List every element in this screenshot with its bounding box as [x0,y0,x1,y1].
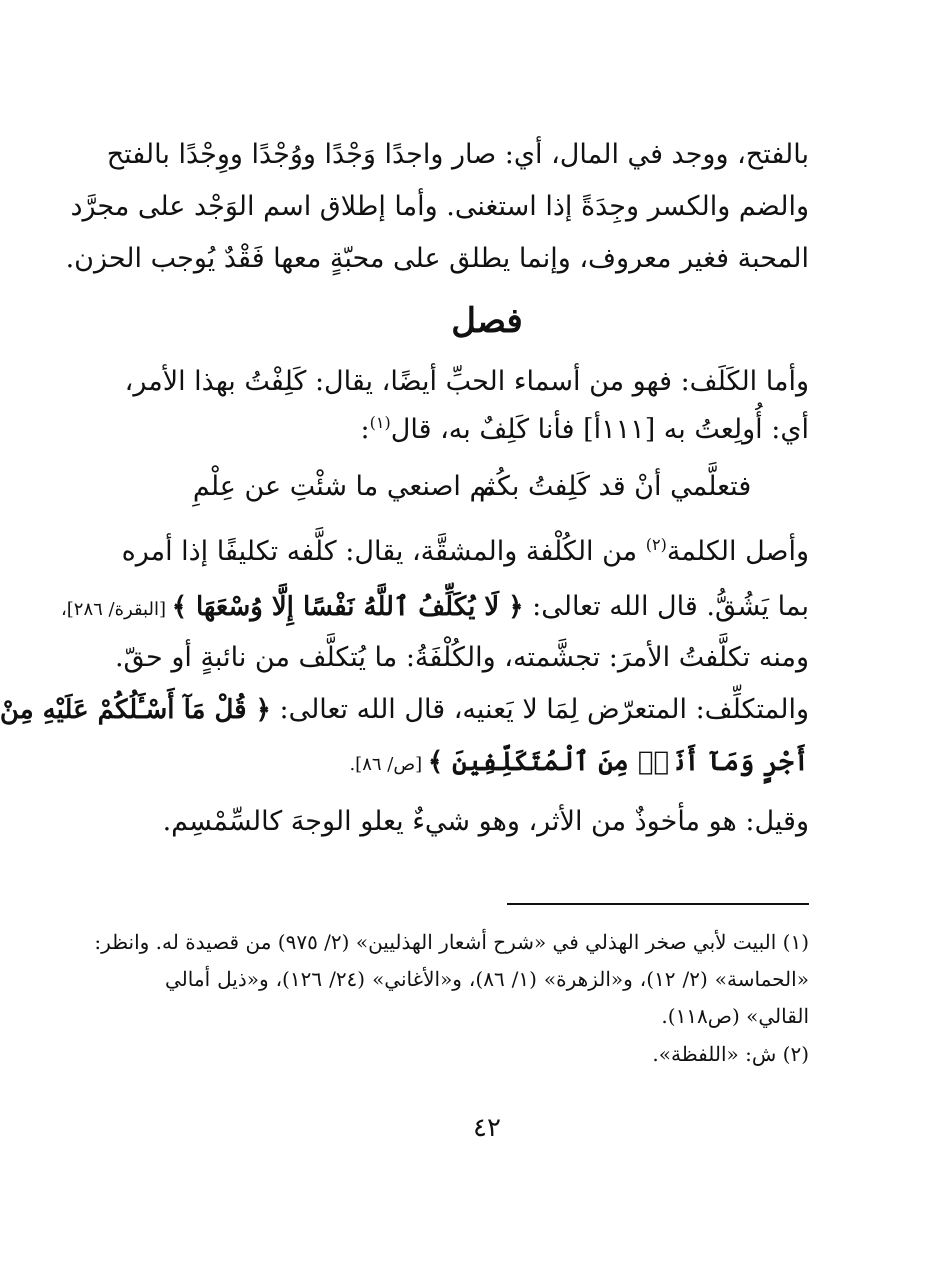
paragraph-3-line-1-start: وأصل الكلمة [666,536,809,567]
paragraph-3-line-1-rest: من الكُلْفة والمشقَّة، يقال: كلَّفه تكليفًا إذا أمره [121,536,646,567]
paragraph-1-line-3: المحبة فغير معروف، وإنما يطلق على محبّةٍ معها فَقْدٌ يُوجب الحزن. [65,243,809,274]
section-heading: فصل [451,301,523,341]
paragraph-3-line-4-text: والمتكلِّف: المتعرّض لِمَا لا يَعنيه، قال الله تعالى: [270,694,809,725]
paragraph-3-line-3: ومنه تكلَّفتُ الأمرَ: تجشَّمته، والكُلْفَةُ: ما يُتكلَّف من نائبةٍ أو حقّ. [114,642,809,673]
footnote-1-line-1: (١) البيت لأبي صخر الهذلي في «شرح أشعار الهذليين» (٢/ ٩٧٥) من قصيدة له. وانظر: [94,930,809,954]
footnote-separator [507,903,809,905]
paragraph-3-line-4 [0,688,809,732]
paragraph-1-line-2: والضم والكسر وجِدَةً إذا استغنى. وأما إطلاق اسم الوَجْد على مجرَّد [70,191,809,222]
footnote-ref-1: (١) [369,413,391,432]
reference-baqarah: [البقرة/ ٢٨٦]، [60,599,172,620]
footnote-ref-2: (٢) [645,535,667,554]
verse-second-hemistich: ثم اصنعي ما شئْتِ عن عِلْمِ [192,471,495,502]
verse-first-hemistich: فتعلَّمي أنْ قد كَلِفتُ بكُم [479,471,752,502]
paragraph-2-line-2-colon: : [360,414,370,445]
paragraph-3-line-2-text: بما يَشُقُّ. قال الله تعالى: [523,591,809,622]
paragraph-3-line-2 [60,585,809,629]
footnote-1-line-3: القالي» (ص١١٨). [661,1004,809,1028]
quran-quote-sad-part-2: أَجْرٍ وَمَآ أَنَا۠ مِنَ ٱلْمُتَكَلِّفِينَ ﴾ [427,747,809,777]
footnote-2: (٢) ش: «اللفظة». [652,1042,809,1066]
footnote-1-line-2: «الحماسة» (٢/ ١٢)، و«الزهرة» (١/ ٨٦)، و«الأغاني» (٢٤/ ١٢٦)، و«ذيل أمالي [165,967,809,991]
paragraph-2-line-2-text: أي: أُولِعتُ به [١١١أ] فأنا كَلِفٌ به، قال [390,414,809,445]
paragraph-4: وقيل: هو مأخوذٌ من الأثر، وهو شيءٌ يعلو الوجهَ كالسِّمْسِم. [162,806,809,837]
page-number: ٤٢ [473,1113,501,1143]
paragraph-2-line-2 [165,408,809,452]
paragraph-3-line-1 [121,530,809,574]
paragraph-3-line-5 [165,740,809,784]
paragraph-1-line-1: بالفتح، ووجد في المال، أي: صار واجدًا وَجْدًا ووُجْدًا ووِجْدًا بالفتح [106,139,809,170]
quran-quote-sad-part-1: ﴿ قُلْ مَآ أَسْـَٔلُكُمْ عَلَيْهِ مِنْ [0,695,271,725]
paragraph-2-line-1: وأما الكَلَف: فهو من أسماء الحبِّ أيضًا، يقال: كَلِفْتُ بهذا الأمر، [124,366,809,397]
reference-sad: [ص/ ٨٦]. [349,754,428,775]
quran-quote-baqarah: ﴿ لَا يُكَلِّفُ ٱللَّهُ نَفْسًا إِلَّا وُسْعَهَا ﴾ [171,592,524,622]
